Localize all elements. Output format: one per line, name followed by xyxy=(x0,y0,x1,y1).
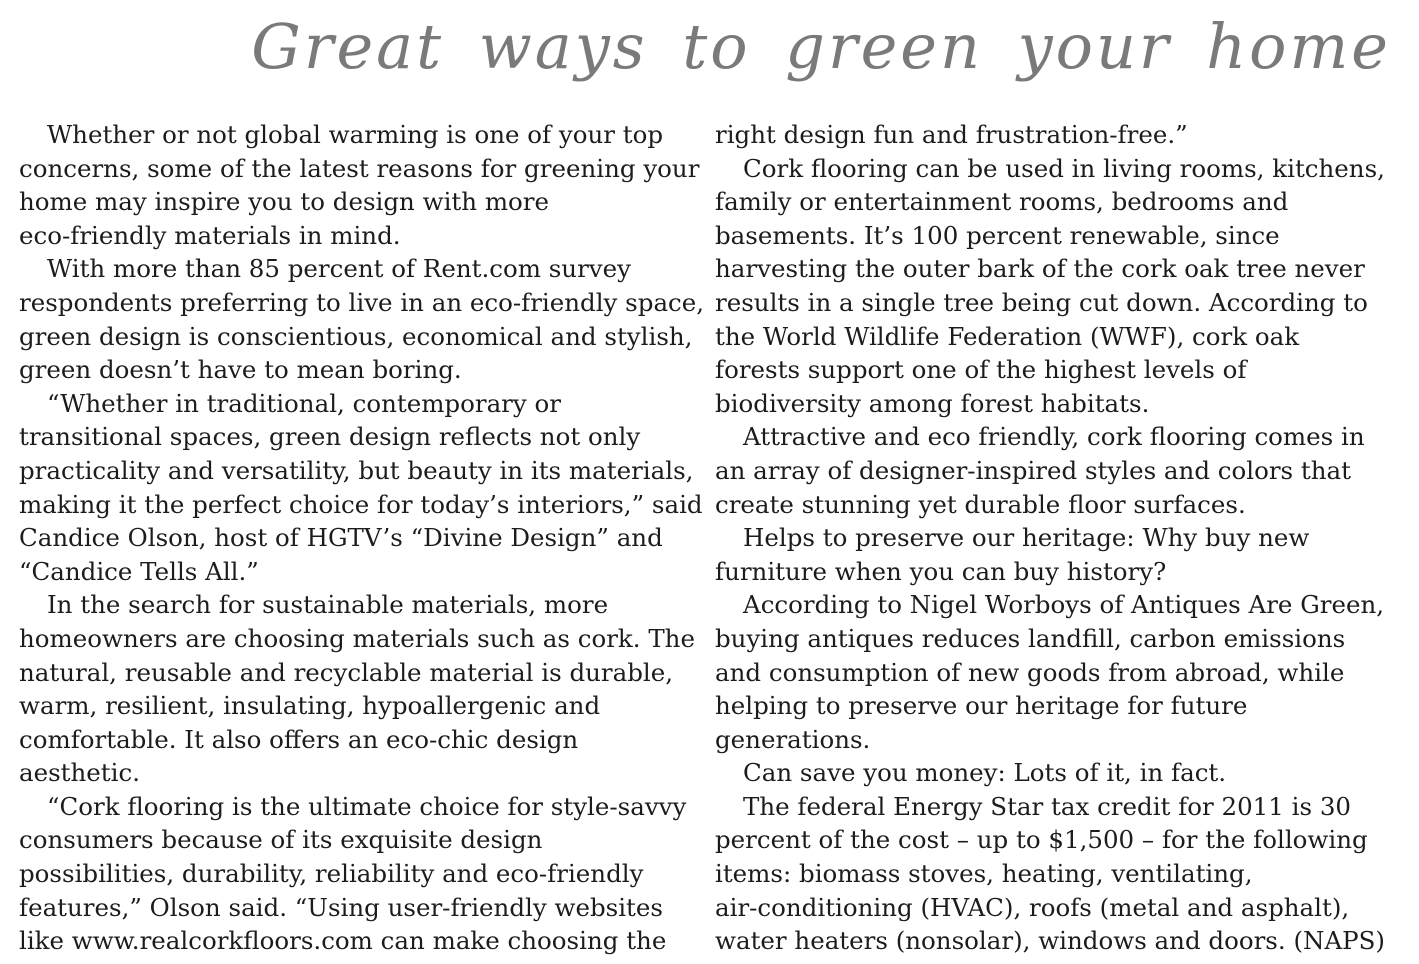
article-text-line: percent of the cost – up to $1,500 – for the following xyxy=(715,825,1368,855)
article-text-line: air-conditioning (HVAC), roofs (metal and asphalt), xyxy=(715,892,1350,922)
article-text-line: right design fun and frustration-free.” xyxy=(715,120,1188,149)
article-text-line: According to Nigel Worboys of Antiques Are Green, xyxy=(743,590,1385,620)
article-text-line: “Cork flooring is the ultimate choice for style-savvy xyxy=(47,791,687,821)
article-text-line: Whether or not global warming is one of your top xyxy=(47,120,664,149)
article-text-line: buying antiques reduces landfill, carbon emissions xyxy=(715,623,1346,653)
article-column-left xyxy=(19,118,705,958)
article-text-line: water heaters (nonsolar), windows and doors. (NAPS) xyxy=(715,926,1385,956)
article-text-line: Candice Olson, host of HGTV’s “Divine Design” and xyxy=(19,523,663,553)
article-text-line: family or entertainment rooms, bedrooms and xyxy=(715,187,1289,217)
article-text-line: In the search for sustainable materials, more xyxy=(47,590,609,620)
article-text-line: features,” Olson said. “Using user-friendly websites xyxy=(19,892,663,922)
article-text-line: With more than 85 percent of Rent.com survey xyxy=(47,254,631,284)
article-text-line: “Candice Tells All.” xyxy=(19,556,259,586)
article-text-line: results in a single tree being cut down. According to xyxy=(715,287,1368,317)
article-text-line: forests support one of the highest levels of xyxy=(715,355,1247,385)
article-text-line: generations. xyxy=(715,724,871,754)
article-column-right xyxy=(715,118,1395,958)
article-text-line: green design is conscientious, economical and stylish, xyxy=(19,321,693,351)
article-text-line: comfortable. It also offers an eco-chic design xyxy=(19,724,579,754)
article-text-line: harvesting the outer bark of the cork oak tree never xyxy=(715,254,1365,284)
article-text-line: items: biomass stoves, heating, ventilating, xyxy=(715,859,1253,889)
article-text-line: furniture when you can buy history? xyxy=(715,556,1167,586)
article-text-line: biodiversity among forest habitats. xyxy=(715,388,1150,418)
article-text-line: consumers because of its exquisite design xyxy=(19,825,543,855)
article-text-line: Attractive and eco friendly, cork flooring comes in xyxy=(743,422,1365,452)
article-text-line: “Whether in traditional, contemporary or xyxy=(47,388,561,418)
article-headline: Great ways to green your home xyxy=(251,10,1391,83)
article-text-line: natural, reusable and recyclable material is durable, xyxy=(19,657,674,687)
article-text-line: green doesn’t have to mean boring. xyxy=(19,355,462,385)
article-text-line: helping to preserve our heritage for future xyxy=(715,691,1248,721)
article-text-line: practicality and versatility, but beauty in its materials, xyxy=(19,455,694,485)
article-text-line: respondents preferring to live in an eco-friendly space, xyxy=(19,287,705,317)
article-text-line: aesthetic. xyxy=(19,758,140,788)
article-text-line: basements. It’s 100 percent renewable, since xyxy=(715,220,1280,250)
article-text-line: warm, resilient, insulating, hypoallergenic and xyxy=(19,691,601,721)
article-text-line: eco-friendly materials in mind. xyxy=(19,220,401,250)
article-text-line: homeowners are choosing materials such as cork. The xyxy=(19,623,695,653)
article-text-line: Can save you money: Lots of it, in fact. xyxy=(743,758,1227,788)
article-text-line: Cork flooring can be used in living rooms, kitchens, xyxy=(743,153,1385,183)
article-text-line: Helps to preserve our heritage: Why buy new xyxy=(743,523,1310,553)
article-text-line: the World Wildlife Federation (WWF), cork oak xyxy=(715,321,1300,351)
article-text-line: and consumption of new goods from abroad, while xyxy=(715,657,1345,687)
article-text-line: create stunning yet durable floor surfaces. xyxy=(715,489,1246,519)
article-text-line: an array of designer-inspired styles and colors that xyxy=(715,455,1351,485)
article-text-line: The federal Energy Star tax credit for 2011 is 30 xyxy=(743,791,1351,821)
article-text-line: possibilities, durability, reliability and eco-friendly xyxy=(19,859,644,889)
article-text-line: home may inspire you to design with more xyxy=(19,187,550,217)
article-text-line: concerns, some of the latest reasons for greening your xyxy=(19,153,700,183)
article-text-line: transitional spaces, green design reflects not only xyxy=(19,422,641,452)
article-text-line: like www.realcorkfloors.com can make choosing the xyxy=(19,926,667,956)
article-text-line: making it the perfect choice for today’s interiors,” said xyxy=(19,489,703,519)
